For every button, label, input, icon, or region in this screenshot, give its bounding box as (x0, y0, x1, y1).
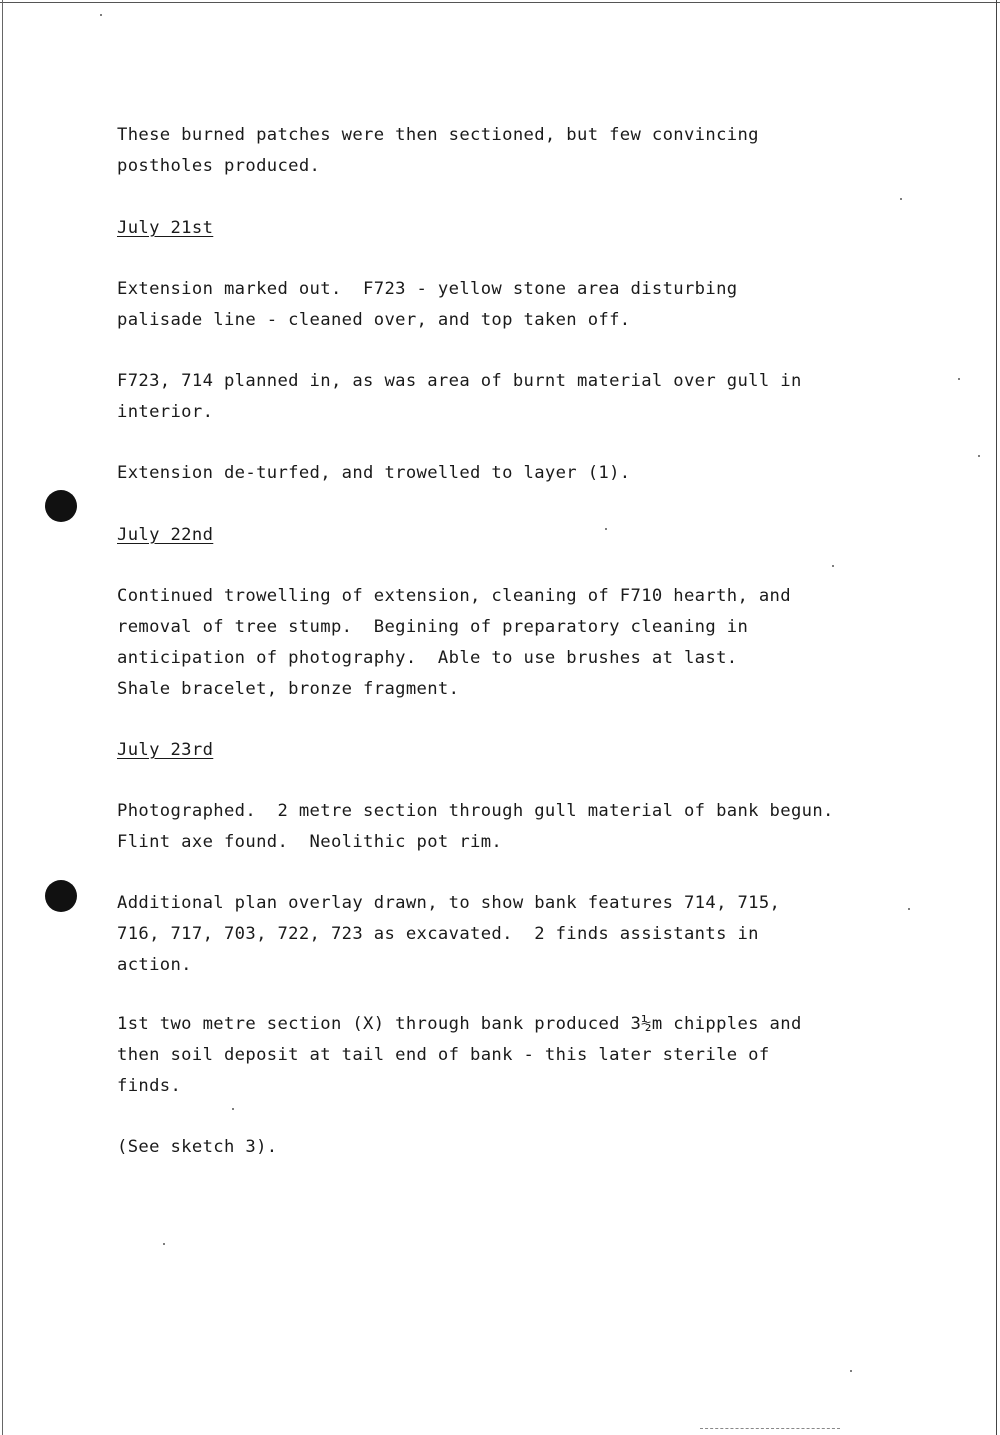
scan-speck (900, 198, 902, 200)
paragraph-extension-deturfed: Extension de-turfed, and trowelled to layer (1). (117, 463, 631, 483)
scan-speck (832, 565, 834, 567)
scan-speck (978, 455, 980, 457)
scan-speck (958, 378, 960, 380)
scan-speck (163, 1243, 165, 1245)
heading-july-22nd: July 22nd (117, 525, 214, 545)
paragraph-f723-planned: F723, 714 planned in, as was area of burnt material over gull in interior. (117, 371, 802, 422)
scan-speck (605, 528, 607, 530)
punch-hole-bottom (45, 880, 77, 912)
scan-speck (908, 908, 910, 910)
paragraph-burned-patches: These burned patches were then sectioned, but few convincing postholes produced. (117, 125, 759, 176)
paragraph-additional-plan: Additional plan overlay drawn, to show bank features 714, 715, 716, 717, 703, 722, 723 as excavated. 2 finds assistants in action. (117, 893, 781, 975)
scan-smudge (700, 1428, 840, 1430)
page-edge-right (996, 0, 997, 1435)
paragraph-first-section: 1st two metre section (X) through bank produced 3½m chipples and then soil deposit at tail end of bank - this later sterile of finds. (117, 1014, 802, 1096)
paragraph-see-sketch: (See sketch 3). (117, 1137, 278, 1157)
page-edge-top (0, 2, 1000, 3)
punch-hole-top (45, 490, 77, 522)
heading-july-21st: July 21st (117, 218, 214, 238)
scan-speck (100, 14, 102, 16)
paragraph-continued-trowelling: Continued trowelling of extension, cleaning of F710 hearth, and removal of tree stump. Begining of preparatory cleaning in anticipation of photography. Able to use brushes at last. Shale bracelet, bronze fragment. (117, 586, 791, 699)
page-edge-left (2, 0, 3, 1435)
paragraph-photographed: Photographed. 2 metre section through gull material of bank begun. Flint axe found. Neolithic pot rim. (117, 801, 834, 852)
heading-july-23rd: July 23rd (117, 740, 214, 760)
scan-speck (850, 1370, 852, 1372)
scan-speck (232, 1108, 234, 1110)
paragraph-extension-marked: Extension marked out. F723 - yellow stone area disturbing palisade line - cleaned over, and top taken off. (117, 279, 738, 330)
